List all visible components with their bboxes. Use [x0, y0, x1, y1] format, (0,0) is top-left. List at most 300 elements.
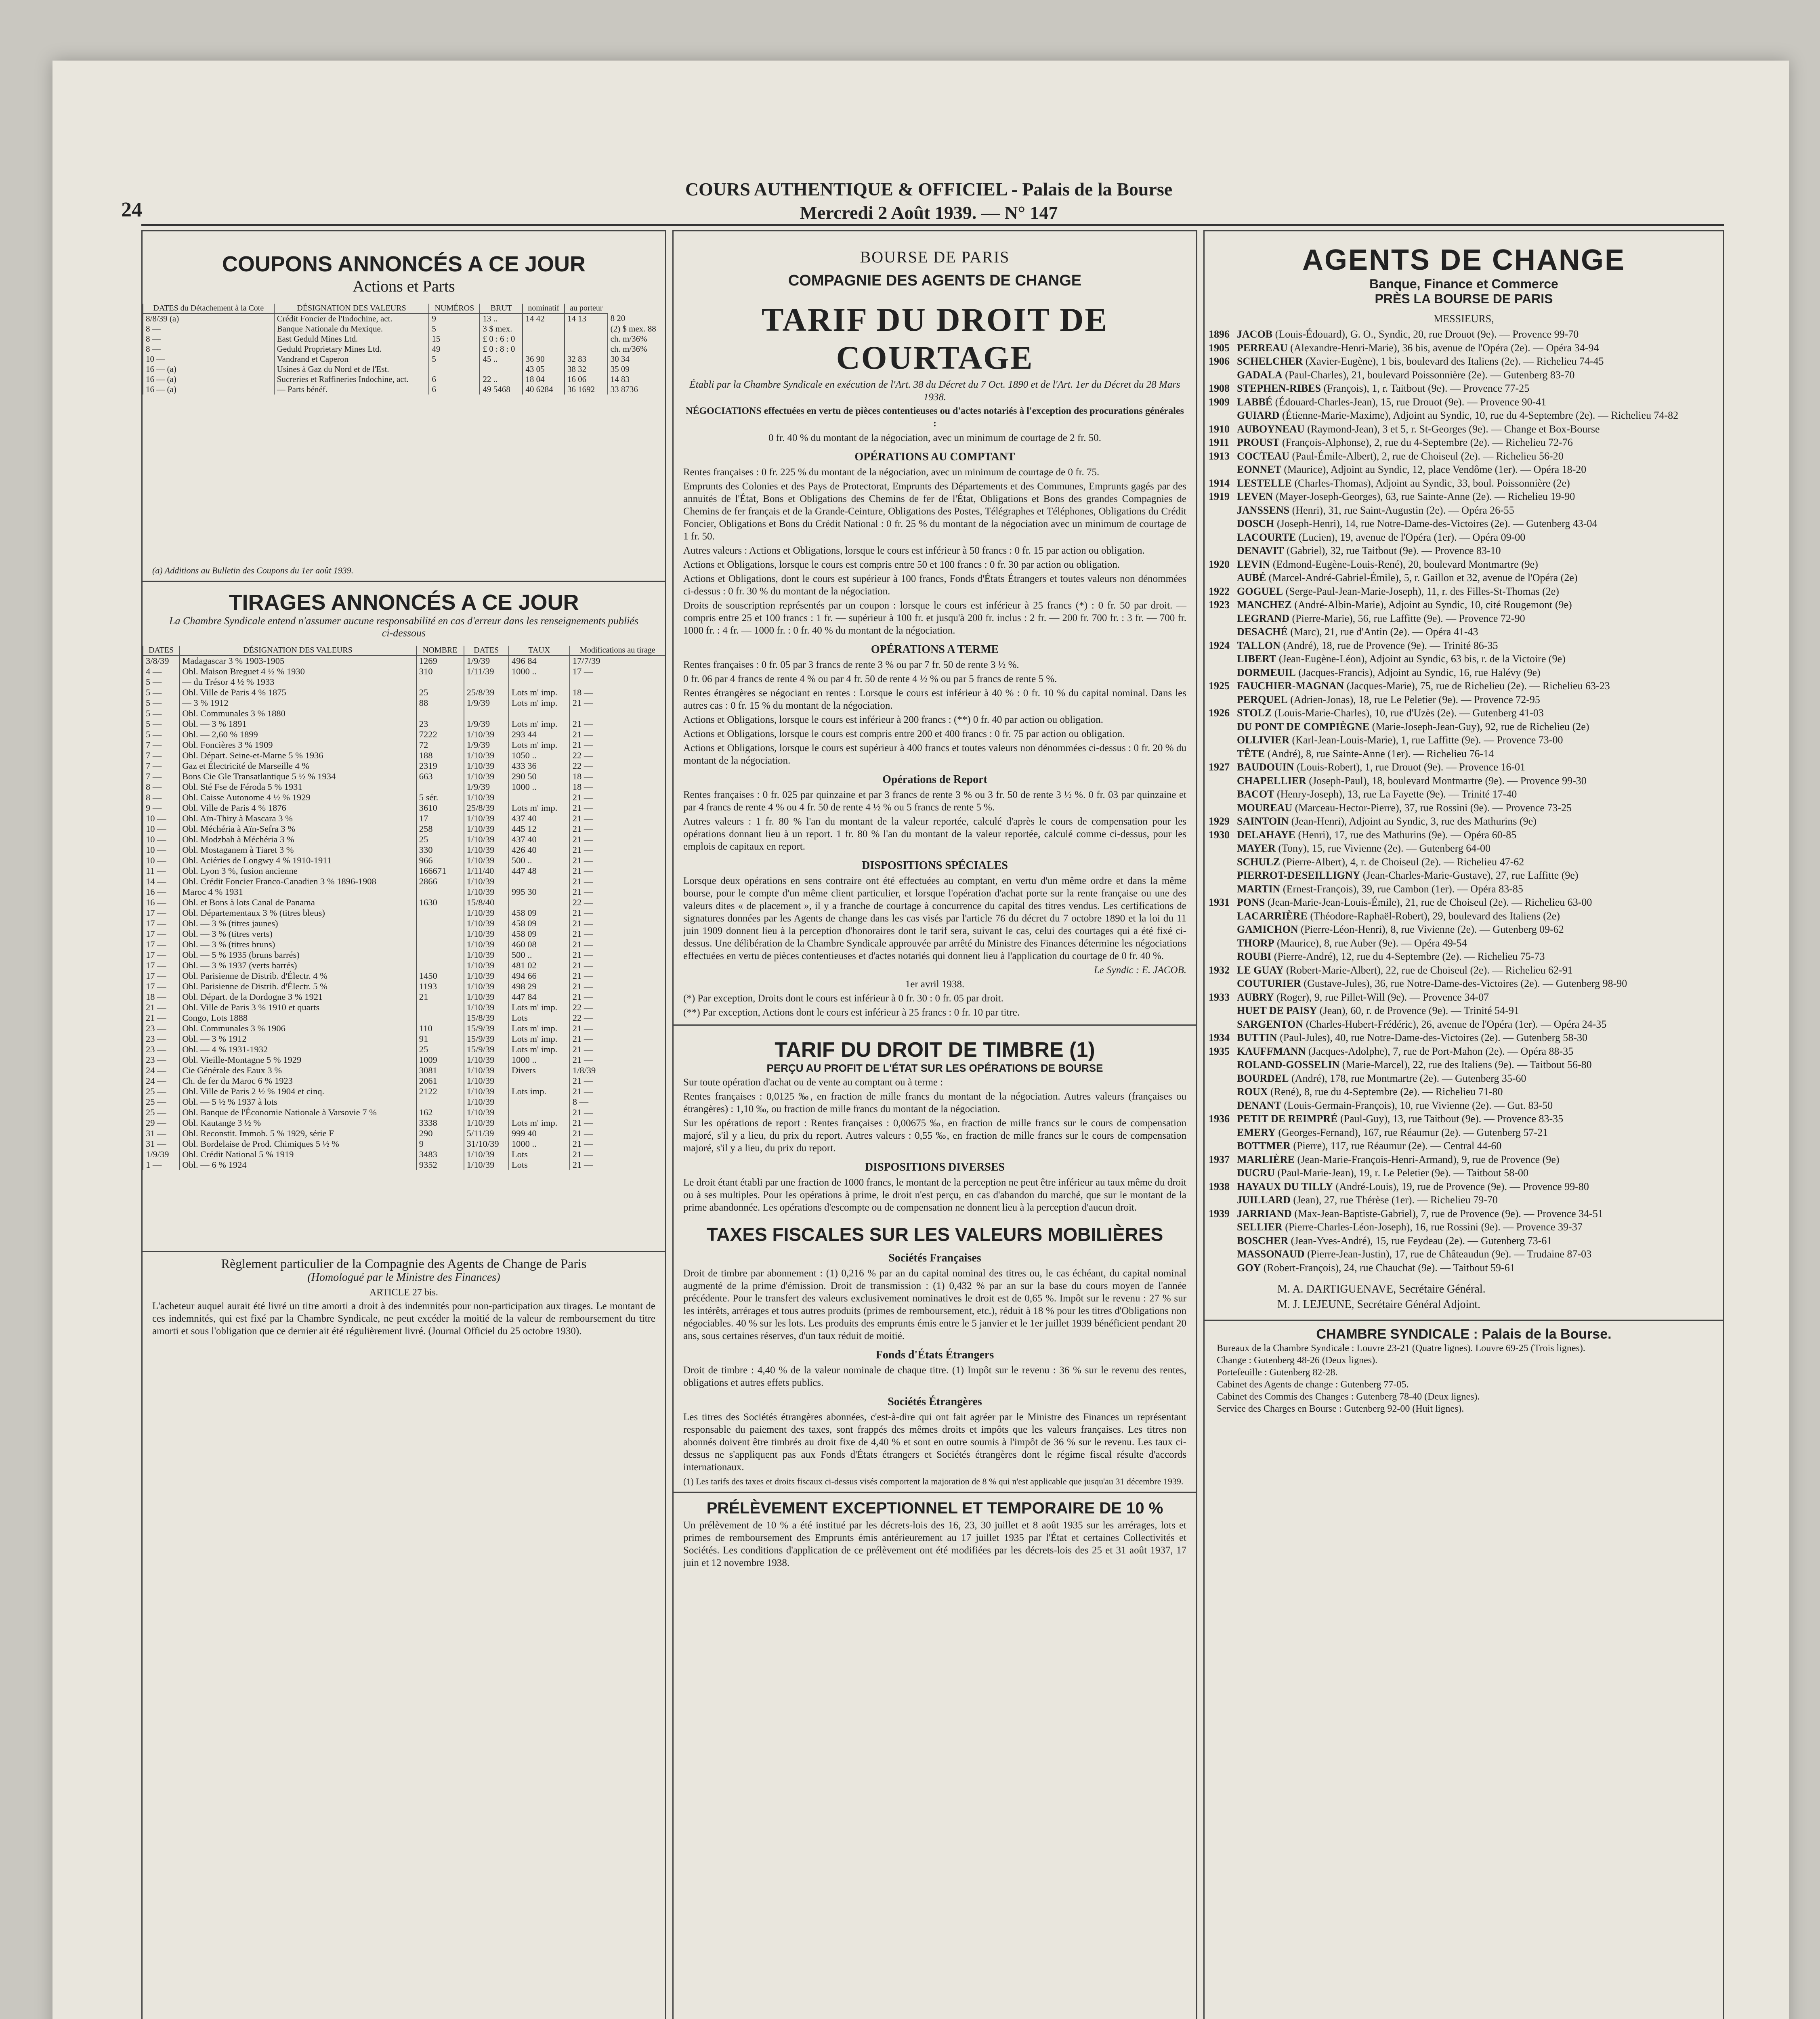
- tirages-row: [143, 1149, 665, 1160]
- agent-details: (Serge-Paul-Jean-Marie-Joseph), 11, r. des Filles-St-Thomas (2e): [1283, 585, 1559, 597]
- agent-entry: [1205, 950, 1723, 963]
- coupons-cell: 13 ..: [480, 313, 523, 324]
- agent-details: (Louis-Marie-Charles), 10, rue d'Uzès (2e). — Gutenberg 41-03: [1272, 707, 1544, 719]
- agents-box: [1203, 230, 1724, 2019]
- agent-entry: [1205, 828, 1723, 842]
- agent-details: (Tony), 15, rue Vivienne (2e). — Gutenberg 64-00: [1275, 842, 1490, 854]
- tirages-cell: 17: [416, 813, 464, 824]
- agent-details: (Paul-Émile-Albert), 2, rue de Choiseul (2e). — Richelieu 56-20: [1289, 450, 1564, 462]
- running-header: [606, 178, 1252, 225]
- tirages-cell: 1/10/39: [464, 834, 509, 845]
- tirages-cell: 1/10/39: [464, 1055, 509, 1065]
- agent-name: COCTEAU: [1237, 450, 1290, 462]
- tirages-cell: 21 —: [570, 1034, 665, 1044]
- agent-details: (Ernest-François), 39, rue Cambon (1er). — Opéra 83-85: [1280, 883, 1523, 895]
- comptant-paragraph: Droits de souscription représentés par un coupon : lorsque le cours est inférieur à 25 francs (*) : 0 fr. 50 par droit. — compris entre 25 et 100 francs : 1 fr. — supérieur à 100 fr. et jusqu'à 200 fr. inclus : 2 fr. — 200 fr. 700 fr. : 3 fr. — 700 fr. 1000 fr. : 4 fr. — 1000 fr. : 0 fr. 40 % du montant de la négociation.: [683, 600, 1186, 636]
- coupons-cell: 15: [429, 334, 480, 344]
- agent-details: (Roger), 9, rue Pillet-Will (9e). — Provence 34-07: [1274, 991, 1489, 1003]
- tirages-row: [143, 719, 665, 729]
- tirages-subtitle: La Chambre Syndicale entend n'assumer aucune responsabilité en cas d'erreur dans les renseignements publiés ci-dessous: [169, 615, 638, 639]
- tirages-header: Modifications au tirage: [570, 646, 665, 655]
- tirages-cell: [416, 939, 464, 950]
- agent-details: (Pierre-André), 12, rue du 4-Septembre (2e). — Richelieu 75-73: [1271, 951, 1545, 962]
- agent-name: CHAPELLIER: [1237, 774, 1306, 787]
- tirages-cell: Lots m' imp.: [509, 1023, 570, 1034]
- tirages-cell: [570, 677, 665, 687]
- coupons-table: [143, 304, 665, 395]
- agent-entry: [1205, 1018, 1723, 1031]
- tirages-cell: 18 —: [570, 771, 665, 782]
- agent-details: (André), 178, rue Montmartre (2e). — Gutenberg 35-60: [1289, 1072, 1526, 1084]
- tirages-cell: 1/10/39: [464, 1118, 509, 1128]
- taxes-note: (1) Les tarifs des taxes et droits fiscaux ci-dessus visés comportent la majoration de 8 % qui n'est applicable que jusqu'au 31 décembre 1939.: [683, 1476, 1184, 1486]
- agent-year: 1933: [1209, 991, 1230, 1003]
- tirages-cell: 1450: [416, 971, 464, 981]
- tirages-cell: 110: [416, 1023, 464, 1034]
- coupons-row: [143, 324, 665, 334]
- agent-details: (Jacques-Adolphe), 7, rue de Port-Mahon (2e). — Opéra 88-35: [1306, 1045, 1574, 1057]
- timbre-paragraph: Rentes françaises : 0,0125 ‰, en fraction de mille francs du montant de la négociation. Autres valeurs (françaises ou étrangères) : 1,10 ‰, ou fraction de mille francs du montant de la négociation.: [683, 1091, 1186, 1114]
- tirages-row: [143, 929, 665, 939]
- tirages-cell: 1/10/39: [464, 771, 509, 782]
- agent-details: (Marie-Joseph-Jean-Guy), 92, rue de Richelieu (2e): [1369, 720, 1589, 732]
- tirages-cell: 17 —: [143, 939, 179, 950]
- coupons-cell: 36 90: [523, 354, 565, 364]
- agent-year: 1905: [1209, 342, 1230, 354]
- tirages-cell: Obl. Départementaux 3 % (titres bleus): [179, 908, 416, 918]
- comptant-title: OPÉRATIONS AU COMPTANT: [854, 451, 1015, 463]
- tirages-cell: 15/9/39: [464, 1034, 509, 1044]
- coupons-cell: 5: [429, 354, 480, 364]
- tirages-cell: 21 —: [570, 813, 665, 824]
- tirages-cell: Cie Générale des Eaux 3 %: [179, 1065, 416, 1076]
- agent-name: STEPHEN-RIBES: [1237, 382, 1321, 394]
- tirages-cell: Obl. — 3 % 1937 (verts barrés): [179, 960, 416, 971]
- tirages-cell: 21 —: [570, 1118, 665, 1128]
- agent-year: 1927: [1209, 761, 1230, 773]
- tarifnotes-paragraph: (*) Par exception, Droits dont le cours est inférieur à 0 fr. 30 : 0 fr. 05 par droit.: [683, 993, 1003, 1004]
- tirages-cell: 1/10/39: [464, 761, 509, 771]
- agent-entry: [1205, 1207, 1723, 1221]
- tirages-cell: [509, 1076, 570, 1086]
- agent-details: (Louis-Édouard), G. O., Syndic, 20, rue Drouot (9e). — Provence 99-70: [1272, 328, 1579, 340]
- agent-year: 1913: [1209, 450, 1230, 462]
- tirages-cell: 29 —: [143, 1118, 179, 1128]
- agent-entry: [1205, 504, 1723, 517]
- tirages-cell: Obl. Parisienne de Distrib. d'Électr. 5 %: [179, 981, 416, 992]
- tirages-cell: 21 —: [570, 1023, 665, 1034]
- tirages-cell: Bons Cie Gle Transatlantique 5 ½ % 1934: [179, 771, 416, 782]
- diverses-title: DISPOSITIONS DIVERSES: [865, 1161, 1005, 1173]
- agent-details: (Jean), 27, rue Thérèse (1er). — Richelieu 79-70: [1290, 1194, 1498, 1206]
- agent-year: 1919: [1209, 491, 1230, 502]
- tirages-cell: Lots m' imp.: [509, 1002, 570, 1013]
- agent-details: (Edmond-Eugène-Louis-René), 20, boulevard Montmartre (9e): [1270, 558, 1538, 570]
- tirages-cell: 966: [416, 855, 464, 866]
- agent-entry: [1205, 909, 1723, 923]
- coupons-cell: 8/8/39 (a): [143, 313, 274, 324]
- tirages-row: [143, 1118, 665, 1128]
- agent-entry: [1205, 1261, 1723, 1275]
- agent-name: BOTTMER: [1237, 1140, 1291, 1152]
- agent-entry: [1205, 842, 1723, 855]
- agent-details: (Maurice), 8, rue Auber (9e). — Opéra 49-54: [1274, 937, 1467, 949]
- tirages-cell: 21 —: [570, 950, 665, 960]
- coupons-cell: 14 83: [608, 374, 665, 384]
- agent-entry: [1205, 436, 1723, 449]
- agent-entry: [1205, 733, 1723, 747]
- agents-title: AGENTS DE CHANGE: [1302, 244, 1626, 276]
- tirages-cell: — 3 % 1912: [179, 698, 416, 708]
- agent-name: MARLIÈRE: [1237, 1153, 1295, 1165]
- agent-entry: [1205, 341, 1723, 355]
- coupons-cell: 8 —: [143, 344, 274, 354]
- tirages-cell: 1000 ..: [509, 1055, 570, 1065]
- agent-year: 1929: [1209, 815, 1230, 827]
- agent-details: (Jean-Marie-François-Henri-Armand), 9, rue de Provence (9e): [1295, 1153, 1560, 1165]
- compagnie-title: COMPAGNIE DES AGENTS DE CHANGE: [788, 272, 1082, 289]
- tirages-row: [143, 687, 665, 698]
- tirages-cell: 21 —: [570, 992, 665, 1002]
- tirages-row: [143, 1107, 665, 1118]
- coupons-title: COUPONS ANNONCÉS A CE JOUR: [222, 252, 586, 276]
- tirages-cell: 18 —: [143, 992, 179, 1002]
- comptant-paragraph: Actions et Obligations, lorsque le cours est compris entre 50 et 100 francs : 0 fr. 30 par action ou obligation.: [683, 559, 1120, 570]
- agent-name: BOSCHER: [1237, 1234, 1289, 1247]
- chambre-title: CHAMBRE SYNDICALE : Palais de la Bourse.: [1316, 1326, 1612, 1342]
- coupons-note: (a) Additions au Bulletin des Coupons du 1er août 1939.: [152, 565, 354, 575]
- tirages-cell: 21 —: [570, 740, 665, 750]
- tirages-cell: 1/10/39: [464, 1065, 509, 1076]
- agent-details: (Adrien-Jonas), 18, rue Le Peletier (9e). — Provence 72-95: [1287, 693, 1540, 705]
- tirages-cell: Lots: [509, 1013, 570, 1023]
- agent-year: 1930: [1209, 829, 1230, 841]
- tirages-cell: 7 —: [143, 740, 179, 750]
- terme-paragraph: Actions et Obligations, lorsque le cours est inférieur à 200 francs : (**) 0 fr. 40 par action ou obligation.: [683, 714, 1104, 725]
- tirages-cell: 17 —: [570, 666, 665, 677]
- tirages-cell: Maroc 4 % 1931: [179, 887, 416, 897]
- tirages-cell: 21 —: [570, 1128, 665, 1139]
- coupons-cell: [523, 334, 565, 344]
- coupons-cell: [523, 324, 565, 334]
- agent-entry: [1205, 814, 1723, 828]
- coupons-row: [143, 364, 665, 374]
- bourse-title: BOURSE DE PARIS: [860, 248, 1010, 266]
- tirages-cell: 2061: [416, 1076, 464, 1086]
- tirages-cell: 21 —: [570, 939, 665, 950]
- agent-entry: [1205, 1045, 1723, 1058]
- agent-entry: [1205, 382, 1723, 395]
- agent-details: (Jean-Marie-Jean-Louis-Émile), 21, rue de Choiseul (2e). — Richelieu 63-00: [1265, 896, 1592, 908]
- agent-entry: [1205, 409, 1723, 422]
- tirages-cell: 31 —: [143, 1139, 179, 1149]
- coupons-header: DATES du Détachement à la Cote: [143, 304, 274, 313]
- coupons-subtitle: Actions et Parts: [353, 277, 455, 295]
- coupons-cell: Sucreries et Raffineries Indochine, act.: [274, 374, 429, 384]
- agent-entry: [1205, 355, 1723, 368]
- tirages-row: [143, 981, 665, 992]
- agent-entry: [1205, 517, 1723, 531]
- tirages-cell: 5 —: [143, 687, 179, 698]
- chambre-entry: Change : Gutenberg 48-26 (Deux lignes).: [1217, 1355, 1378, 1366]
- chambre-list: [1205, 1342, 1723, 1415]
- tirages-cell: 21 —: [570, 929, 665, 939]
- agent-entry: [1205, 720, 1723, 734]
- tirages-cell: 1050 ..: [509, 750, 570, 761]
- tirages-cell: 188: [416, 750, 464, 761]
- tirages-cell: 1/9/39: [464, 719, 509, 729]
- tirages-cell: 17 —: [143, 971, 179, 981]
- coupons-cell: 14 13: [565, 313, 608, 324]
- terme-paragraph: 0 fr. 06 par 4 francs de rente 4 % ou par 4 fr. 50 de rente 4 ½ % ou par 5 francs de rente 5 %.: [683, 674, 1057, 684]
- tirages-row: [143, 771, 665, 782]
- agent-year: 1938: [1209, 1180, 1230, 1192]
- coupons-cell: 40 6284: [523, 384, 565, 395]
- tirages-cell: Obl. Communales 3 % 1906: [179, 1023, 416, 1034]
- coupons-cell: Crédit Foncier de l'Indochine, act.: [274, 313, 429, 324]
- tirages-cell: Obl. Crédit Foncier Franco-Canadien 3 % 1896-1908: [179, 876, 416, 887]
- tirages-cell: 21 —: [570, 1086, 665, 1097]
- tirages-cell: 2866: [416, 876, 464, 887]
- agent-name: TÊTE: [1237, 747, 1265, 760]
- tirages-cell: [416, 929, 464, 939]
- agent-name: LEVIN: [1237, 558, 1270, 570]
- tirages-cell: 290: [416, 1128, 464, 1139]
- coupons-cell: 32 83: [565, 354, 608, 364]
- tirages-cell: 17 —: [143, 960, 179, 971]
- agent-details: (Henry-Joseph), 13, rue La Fayette (9e). — Trinité 17-40: [1274, 788, 1517, 800]
- agent-details: (Maurice), Adjoint au Syndic, 12, place Vendôme (1er). — Opéra 18-20: [1281, 464, 1587, 475]
- tirages-cell: 1/10/39: [464, 1107, 509, 1118]
- messieurs: MESSIEURS,: [1434, 313, 1494, 325]
- reglement-article: ARTICLE 27 bis.: [369, 1287, 438, 1298]
- speciales-title: DISPOSITIONS SPÉCIALES: [862, 859, 1008, 872]
- agent-details: (Pierre-Albert), 4, r. de Choiseul (2e). — Richelieu 47-62: [1280, 856, 1524, 868]
- agent-entry: [1205, 1234, 1723, 1248]
- tirages-cell: Obl. Banque de l'Économie Nationale à Varsovie 7 %: [179, 1107, 416, 1118]
- tirages-cell: 88: [416, 698, 464, 708]
- coupons-cell: 9: [429, 313, 480, 324]
- agent-details: (Raymond-Jean), 3 et 5, r. St-Georges (9e). — Change et Box-Bourse: [1304, 423, 1600, 435]
- agent-entry: [1205, 774, 1723, 788]
- tirages-cell: 1/10/39: [464, 1086, 509, 1097]
- tirages-cell: 1/10/39: [464, 1149, 509, 1160]
- tirages-cell: Lots imp.: [509, 1086, 570, 1097]
- agent-name: MAYER: [1237, 842, 1276, 854]
- agent-name: STOLZ: [1237, 707, 1272, 719]
- tirages-cell: 500 ..: [509, 950, 570, 960]
- agent-name: LEVEN: [1237, 491, 1273, 502]
- tirages-cell: 17 —: [143, 908, 179, 918]
- tirages-cell: Lots: [509, 1149, 570, 1160]
- tirages-cell: 1/10/39: [464, 981, 509, 992]
- tirages-cell: Obl. Ville de Paris 2 ½ % 1904 et cinq.: [179, 1086, 416, 1097]
- tirages-row: [143, 908, 665, 918]
- tirages-row: [143, 761, 665, 771]
- tirages-cell: 1/10/39: [464, 1076, 509, 1086]
- tirages-cell: [509, 708, 570, 719]
- tirages-cell: 433 36: [509, 761, 570, 771]
- tirages-cell: 16 —: [143, 897, 179, 908]
- tirages-cell: 21 —: [570, 1160, 665, 1170]
- tirages-cell: 10 —: [143, 855, 179, 866]
- tirages-header: DATES: [143, 646, 179, 655]
- tirages-row: [143, 1076, 665, 1086]
- tirages-row: [143, 740, 665, 750]
- tirages-cell: Obl. Sté Fse de Féroda 5 % 1931: [179, 782, 416, 792]
- tirages-cell: [416, 782, 464, 792]
- agent-entry: [1205, 598, 1723, 612]
- tirages-row: [143, 1065, 665, 1076]
- tirages-cell: 1/10/39: [464, 908, 509, 918]
- agent-name: PIERROT-DESEILLIGNY: [1237, 869, 1360, 881]
- tarif-date: 1er avril 1938.: [905, 979, 965, 990]
- agent-entry: [1205, 896, 1723, 909]
- tirages-cell: Obl. Maison Breguet 4 ½ % 1930: [179, 666, 416, 677]
- coupons-cell: 43 05: [523, 364, 565, 374]
- tirages-cell: 1/10/39: [464, 1160, 509, 1170]
- tirages-cell: Congo, Lots 1888: [179, 1013, 416, 1023]
- tirages-cell: 18 —: [570, 782, 665, 792]
- tirages-cell: 1/9/39: [464, 698, 509, 708]
- coupons-cell: [565, 324, 608, 334]
- chambre-entry: Portefeuille : Gutenberg 82-28.: [1217, 1367, 1338, 1378]
- tirages-cell: 21 —: [570, 908, 665, 918]
- agent-entry: [1205, 1247, 1723, 1261]
- coupons-cell: 45 ..: [480, 354, 523, 364]
- tirages-cell: 21 —: [570, 698, 665, 708]
- coupons-cell: 38 32: [565, 364, 608, 374]
- tirages-cell: 1/10/39: [464, 729, 509, 740]
- tirages-cell: Obl. — 5 % 1935 (bruns barrés): [179, 950, 416, 960]
- agent-details: (Paul-Marie-Jean), 19, r. Le Peletier (9e). — Taitbout 58-00: [1274, 1167, 1528, 1179]
- tirages-cell: 1/11/40: [464, 866, 509, 876]
- tirages-cell: [464, 677, 509, 687]
- coupons-cell: 35 09: [608, 364, 665, 374]
- agent-details: (Joseph-Paul), 18, boulevard Montmartre (9e). — Provence 99-30: [1306, 774, 1587, 787]
- agent-entry: [1205, 476, 1723, 490]
- tirages-cell: 17/7/39: [570, 655, 665, 666]
- agent-details: (Étienne-Marie-Maxime), Adjoint au Syndic, 10, rue du 4-Septembre (2e). — Richelieu 74-82: [1279, 409, 1679, 421]
- etr-title: Sociétés Étrangères: [888, 1396, 982, 1408]
- tirages-cell: 21 —: [570, 803, 665, 813]
- terme-title: OPÉRATIONS A TERME: [871, 643, 999, 656]
- tirages-cell: 437 40: [509, 813, 570, 824]
- agent-entry: [1205, 449, 1723, 463]
- agent-entry: [1205, 923, 1723, 936]
- agent-entry: [1205, 368, 1723, 382]
- agent-entry: [1205, 490, 1723, 504]
- tirages-cell: 8 —: [570, 1097, 665, 1107]
- report-title: Opérations de Report: [882, 773, 987, 786]
- tirages-cell: 21: [416, 992, 464, 1002]
- agent-name: DUCRU: [1237, 1167, 1275, 1179]
- report-list: [674, 789, 1196, 853]
- tirages-cell: Obl. Kautange 3 ½ %: [179, 1118, 416, 1128]
- agent-details: (François-Alphonse), 2, rue du 4-Septembre (2e). — Richelieu 72-76: [1279, 437, 1573, 448]
- fr-title: Sociétés Françaises: [888, 1252, 981, 1264]
- tirages-title: TIRAGES ANNONCÉS A CE JOUR: [229, 590, 579, 615]
- tirages-row: [143, 824, 665, 834]
- tirages-cell: 4 —: [143, 666, 179, 677]
- secretaries: [1277, 1282, 1723, 1312]
- tirages-cell: Obl. Bordelaise de Prod. Chimiques 5 ½ %: [179, 1139, 416, 1149]
- comptant-paragraph: Emprunts des Colonies et des Pays de Protectorat, Emprunts des Départements et des Communes, Emprunts gagés par des annuités de l'État, Bons et Obligations des Chemins de fer de l'État, Obligations et Bons des grandes Compagnies de Chemins de fer français et de la Grande-Ceinture, Obligations des Postes, Télégraphes et Téléphones, Obligations du Crédit Foncier, Obligations et Bons du Crédit National : 0 fr. 25 % du montant de la négociation avec un minimum de courtage de 1 fr. 50.: [683, 481, 1186, 542]
- tirages-cell: Obl. Modzbah à Méchéria 3 %: [179, 834, 416, 845]
- agent-year: 1908: [1209, 382, 1230, 394]
- agent-name: GUIARD: [1237, 409, 1280, 421]
- tirages-cell: Obl. — 3 % (titres jaunes): [179, 918, 416, 929]
- agent-entry: [1205, 1072, 1723, 1085]
- agent-name: DOSCH: [1237, 518, 1274, 529]
- right-column: [1203, 230, 1724, 2019]
- tirages-cell: 25: [416, 834, 464, 845]
- tirages-cell: [416, 960, 464, 971]
- tirages-row: [143, 855, 665, 866]
- tirages-cell: 1/10/39: [464, 855, 509, 866]
- tirages-cell: 1000 ..: [509, 1139, 570, 1149]
- agent-details: (Jacques-Marie), 75, rue de Richelieu (2e). — Richelieu 63-23: [1344, 680, 1610, 692]
- agent-year: 1931: [1209, 896, 1230, 908]
- comptant-paragraph: Rentes françaises : 0 fr. 225 % du montant de la négociation, avec un minimum de courtage de 0 fr. 75.: [683, 467, 1100, 478]
- tirages-cell: [416, 1013, 464, 1023]
- coupons-cell: 22 ..: [480, 374, 523, 384]
- coupons-cell: 8 20: [608, 313, 665, 324]
- tirages-cell: 290 50: [509, 771, 570, 782]
- agent-name: EONNET: [1237, 464, 1281, 475]
- tirages-cell: 18 —: [570, 687, 665, 698]
- agent-entry: [1205, 422, 1723, 436]
- tirages-cell: 10 —: [143, 834, 179, 845]
- tirages-cell: 481 02: [509, 960, 570, 971]
- tirages-cell: 21 —: [570, 918, 665, 929]
- agent-entry: [1205, 666, 1723, 680]
- tirages-cell: 3610: [416, 803, 464, 813]
- tirages-cell: 1/10/39: [464, 992, 509, 1002]
- comptant-paragraph: Actions et Obligations, dont le cours est supérieur à 100 francs, Fonds d'États Étrangers et toutes valeurs non dénommées ci-dessus : 0 fr. 30 % du montant de la négociation.: [683, 573, 1186, 597]
- coupons-cell: [429, 364, 480, 374]
- agent-entry: [1205, 585, 1723, 598]
- agent-details: (Paul-Charles), 21, boulevard Poissonnière (2e). — Gutenberg 83-70: [1282, 369, 1575, 381]
- coupons-header: au porteur: [565, 304, 608, 313]
- agent-name: COUTURIER: [1237, 978, 1301, 989]
- tirages-cell: 330: [416, 845, 464, 855]
- etr-text: Les titres des Sociétés étrangères abonnées, c'est-à-dire qui ont fait agréer par le Ministre des Finances un représentant responsable du paiement des taxes, sont frappés des mêmes droits et impôts que les valeurs françaises. Les titres non abonnés doivent être timbrés au droit fixe de 4,40 % et sont en outre soumis à l'impôt de 36 % sur le revenu. Les taux ci-dessus ne s'appliquent pas aux Fonds d'États étrangers et Sociétés étrangères dont le régime fiscal résulte d'accords internationaux.: [683, 1412, 1186, 1473]
- agent-entry: [1205, 882, 1723, 896]
- tirages-cell: 21 —: [570, 1149, 665, 1160]
- tirages-cell: 17 —: [143, 981, 179, 992]
- tirages-cell: 17 —: [143, 929, 179, 939]
- tirages-row: [143, 655, 665, 666]
- agent-entry: [1205, 977, 1723, 991]
- tirages-row: [143, 1055, 665, 1065]
- agent-name: FAUCHIER-MAGNAN: [1237, 680, 1344, 692]
- secretary-entry: M. A. DARTIGUENAVE, Secrétaire Général.: [1277, 1283, 1486, 1295]
- tirages-cell: 15/8/40: [464, 897, 509, 908]
- tirages-cell: [570, 708, 665, 719]
- agent-details: (Karl-Jean-Louis-Marie), 1, rue Laffitte (9e). — Provence 73-00: [1289, 734, 1563, 746]
- tirages-cell: 22 —: [570, 1002, 665, 1013]
- coupons-cell: 14 42: [523, 313, 565, 324]
- tirages-cell: Obl. Ville de Paris 3 % 1910 et quarts: [179, 1002, 416, 1013]
- agent-details: (Marie-Marcel), 22, rue des Italiens (9e). — Taitbout 56-80: [1339, 1059, 1592, 1070]
- tirages-row: [143, 782, 665, 792]
- tirages-header: DATES: [464, 646, 509, 655]
- tirages-cell: 22 —: [570, 897, 665, 908]
- tirages-cell: Obl. Communales 3 % 1880: [179, 708, 416, 719]
- tirages-cell: [416, 908, 464, 918]
- agent-entry: [1205, 558, 1723, 571]
